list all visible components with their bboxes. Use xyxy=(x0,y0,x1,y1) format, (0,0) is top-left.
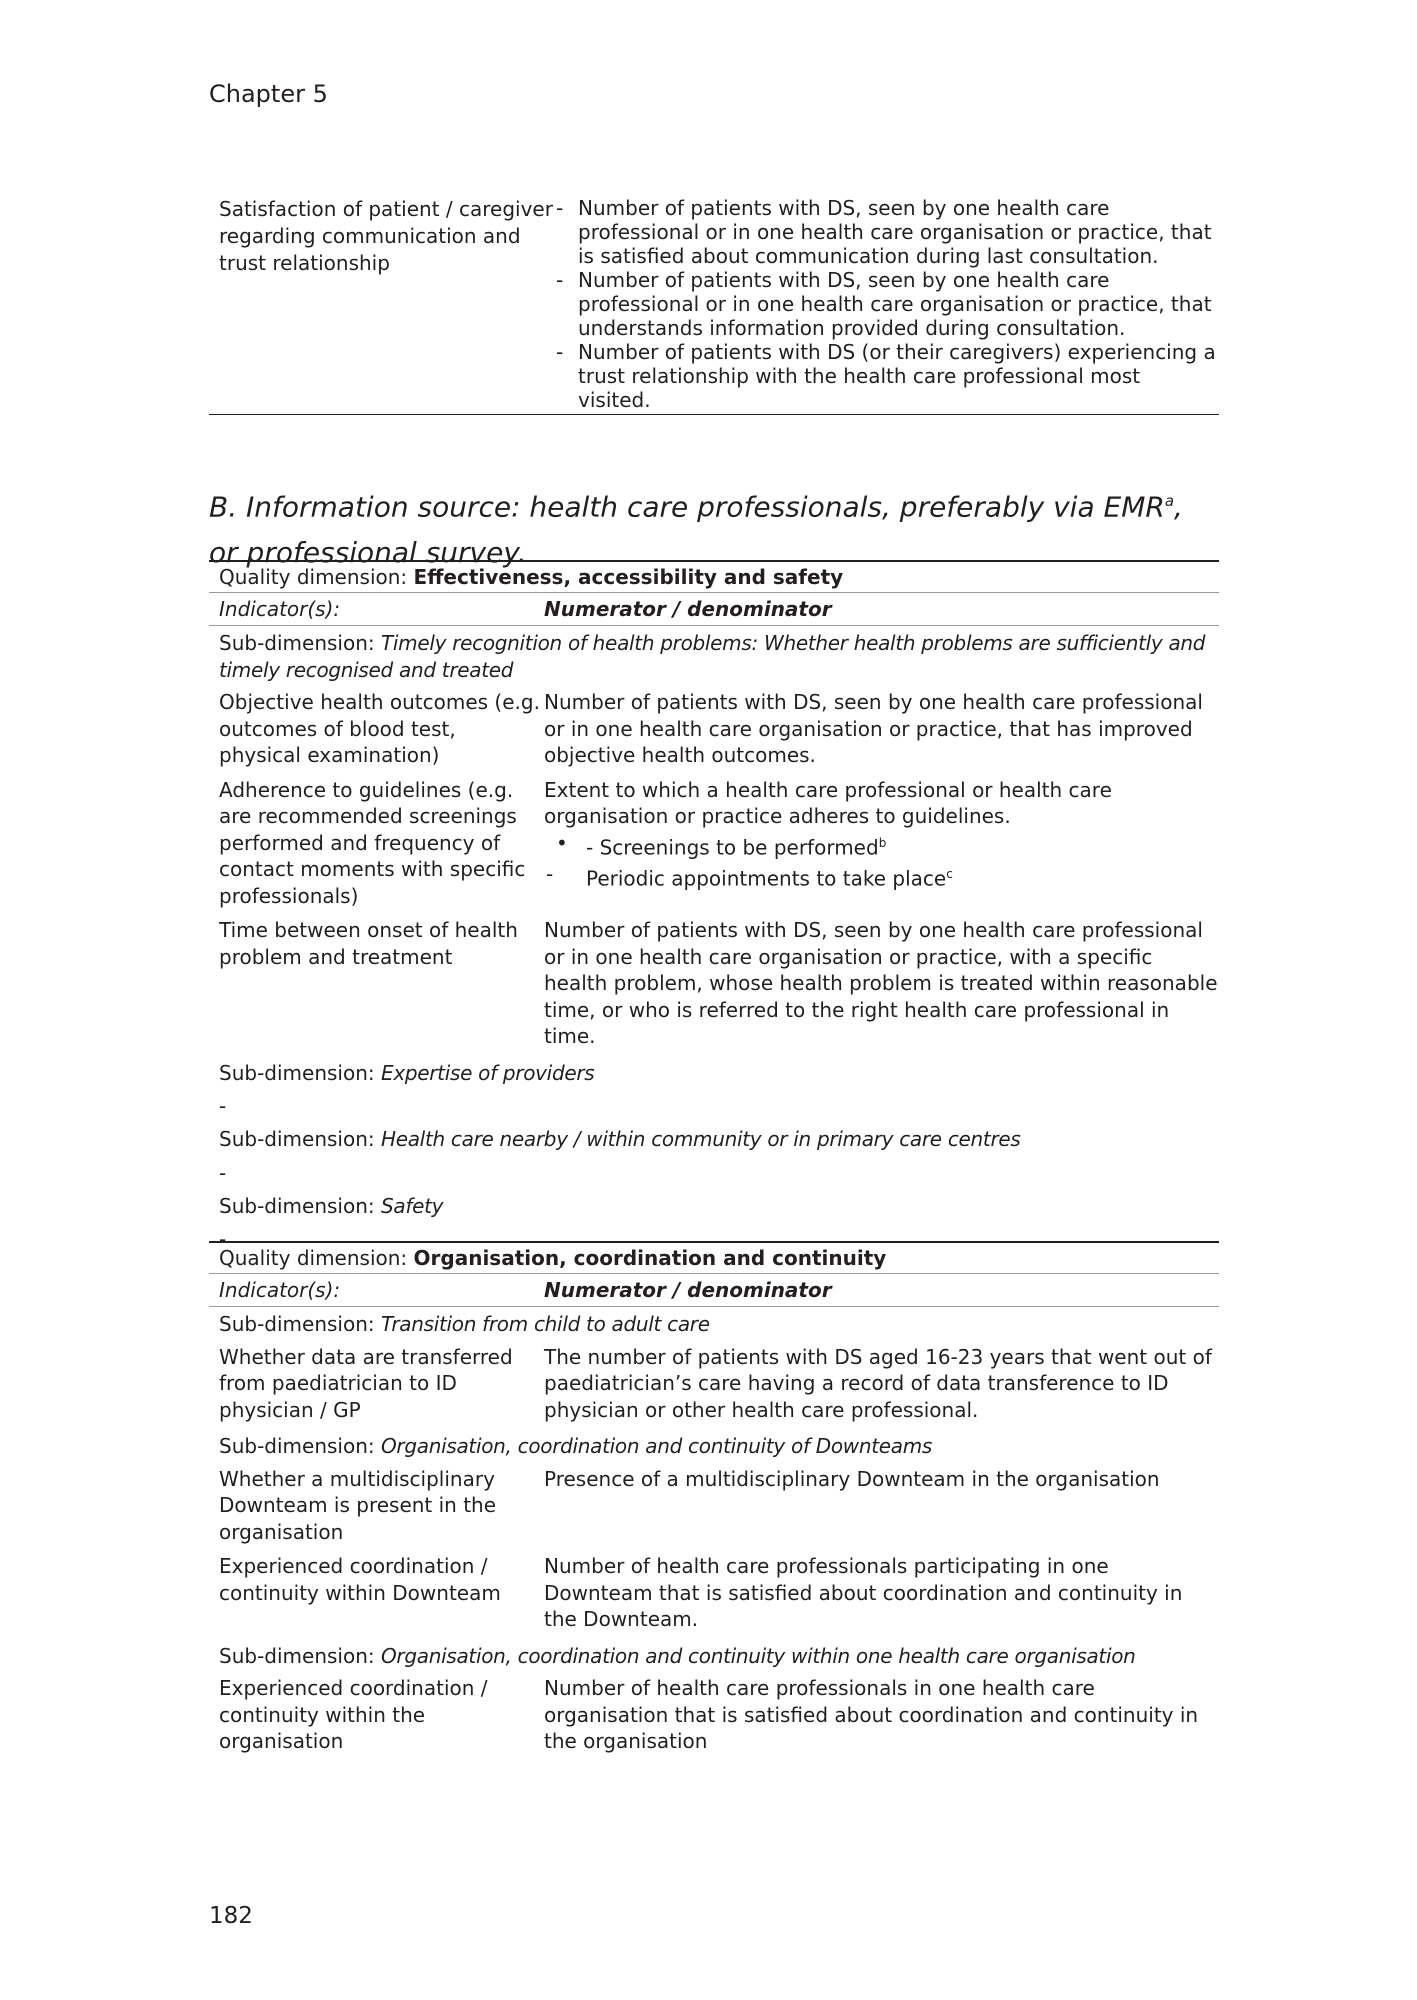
sub-value: Transition from child to adult care xyxy=(380,1312,710,1336)
sub-dimension xyxy=(209,1307,1219,1342)
list-item: - Number of patients with DS (or their caregivers) experiencing a trust relationship with the health care professional most visited. xyxy=(554,340,1219,412)
sub-label: Sub-dimension: xyxy=(219,1312,381,1336)
numerator-cell: Number of patients with DS, seen by one health care professional or in one health care organisation or practice, with a specific health problem, whose health problem is treated within reasonable time, or who is referred to the right health care professional in time. xyxy=(544,918,1218,1048)
heading-text: B. Information source: health care professionals, preferably via EMR xyxy=(209,490,1165,524)
table-row xyxy=(209,1673,1219,1761)
footnote-marker: a xyxy=(1164,492,1175,510)
table-header xyxy=(209,1273,1219,1307)
table-row xyxy=(209,1551,1219,1639)
numerator-cell: Presence of a multidisciplinary Downteam in the organisation xyxy=(544,1466,1160,1491)
numerator-cell: Number of patients with DS, seen by one health care professional or in one health care organisation or practice, that has improved objective health outcomes. xyxy=(544,690,1203,767)
heading-text-end: , or professional survey. xyxy=(209,490,1183,570)
quality-table-organisation xyxy=(209,1241,1219,1761)
footnote-marker: b xyxy=(878,835,887,850)
empty-dash: - xyxy=(219,1160,227,1185)
sub-label: Sub-dimension: xyxy=(219,1643,381,1668)
sub-value: Expertise of providers xyxy=(380,1060,595,1085)
col-header-numerator: Numerator / denominator xyxy=(544,597,832,621)
numerator-list xyxy=(544,830,1219,892)
list-item xyxy=(544,830,1219,861)
sub-dimension xyxy=(209,1429,1219,1464)
sub-value: Safety xyxy=(380,1193,444,1218)
col-header-indicator: Indicator(s): xyxy=(219,1278,341,1302)
numerator-cell: Number of health care professionals in one health care organisation that is satisfied about coordination and continuity in the organisation xyxy=(544,1676,1199,1753)
page-number: 182 xyxy=(209,1903,253,1929)
indicator-cell: Time between onset of health problem and treatment xyxy=(219,918,518,969)
list-item-text: Periodic appointments to take place xyxy=(586,866,947,891)
qdim-label: Quality dimension: xyxy=(219,1246,414,1270)
sub-dimension xyxy=(209,626,1219,687)
qdim-value: Organisation, coordination and continuity xyxy=(413,1246,887,1270)
indicator-cell: Objective health outcomes (e.g. outcomes of blood test, physical examination) xyxy=(219,690,540,767)
sub-value: Health care nearby / within community or in primary care centres xyxy=(380,1127,1021,1151)
table-row xyxy=(209,1342,1219,1430)
table-header xyxy=(209,592,1219,626)
table-row xyxy=(209,1464,1219,1552)
col-header-numerator: Numerator / denominator xyxy=(544,1278,832,1302)
table-row xyxy=(209,196,1219,412)
top-indicator-table xyxy=(209,196,1219,415)
sub-label: Sub-dimension: xyxy=(219,631,381,655)
empty-dash: - xyxy=(219,1227,227,1251)
sub-dimension xyxy=(209,1056,1219,1091)
quality-table-effectiveness xyxy=(209,560,1219,1255)
numerator-list xyxy=(554,196,1219,412)
sub-value: Organisation, coordination and continuity within one health care organisation xyxy=(380,1643,1136,1668)
qdim-label: Quality dimension: xyxy=(219,565,414,589)
numerator-cell: The number of patients with DS aged 16-23 years that went out of paediatrician’s care having a record of data transference to ID physician or other health care professional. xyxy=(544,1344,1212,1422)
numerator-text: Extent to which a health care professional or health care organisation or practice adheres to guidelines. xyxy=(544,777,1112,828)
col-header-indicator: Indicator(s): xyxy=(219,597,341,621)
table-row xyxy=(209,915,1219,1056)
empty-dash: - xyxy=(219,1094,227,1118)
numerator-cell: Number of health care professionals participating in one Downteam that is satisfied about coordination and continuity in the Downteam. xyxy=(544,1554,1183,1631)
indicator-cell: Adherence to guidelines (e.g. are recommended screenings performed and frequency of contact moments with specific professionals) xyxy=(219,777,526,908)
sub-label: Sub-dimension: xyxy=(219,1434,381,1458)
sub-dimension xyxy=(209,1189,1219,1224)
sub-dimension xyxy=(209,1639,1219,1674)
numerator-cell xyxy=(544,777,1219,910)
indicator-cell: Experienced coordination / continuity within the organisation xyxy=(219,1676,488,1753)
table-row xyxy=(209,687,1219,775)
sub-label: Sub-dimension: xyxy=(219,1060,381,1085)
indicator-cell: Experienced coordination / continuity within Downteam xyxy=(219,1554,501,1605)
indicator-cell: Whether data are transferred from paediatrician to ID physician / GP xyxy=(219,1344,513,1422)
quality-dimension-title xyxy=(209,560,1219,592)
sub-label: Sub-dimension: xyxy=(219,1193,381,1218)
list-item: - Number of patients with DS, seen by one health care professional or in one health care organisation or practice, that understands information provided during consultation. xyxy=(554,268,1219,340)
chapter-header: Chapter 5 xyxy=(209,80,328,108)
list-item xyxy=(544,861,1219,892)
indicator-cell: Satisfaction of patient / caregiver regarding communication and trust relationship xyxy=(219,197,553,275)
quality-dimension-title xyxy=(209,1241,1219,1273)
sub-label: Sub-dimension: xyxy=(219,1127,381,1151)
indicator-cell: Whether a multidisciplinary Downteam is present in the organisation xyxy=(219,1466,497,1544)
sub-dimension xyxy=(209,1122,1219,1157)
sub-value: Timely recognition of health problems: Whether health problems are sufficiently and timely recognised and treated xyxy=(219,631,1206,682)
qdim-value: Effectiveness, accessibility and safety xyxy=(413,565,844,589)
sub-value: Organisation, coordination and continuity of Downteams xyxy=(380,1434,933,1458)
list-item-text: - Screenings to be performed xyxy=(586,835,879,860)
table-row xyxy=(209,775,1219,916)
list-item: - Number of patients with DS, seen by one health care professional or in one health care organisation or practice, that is satisfied about communication during last consultation. xyxy=(554,196,1219,268)
footnote-marker: c xyxy=(946,866,953,881)
